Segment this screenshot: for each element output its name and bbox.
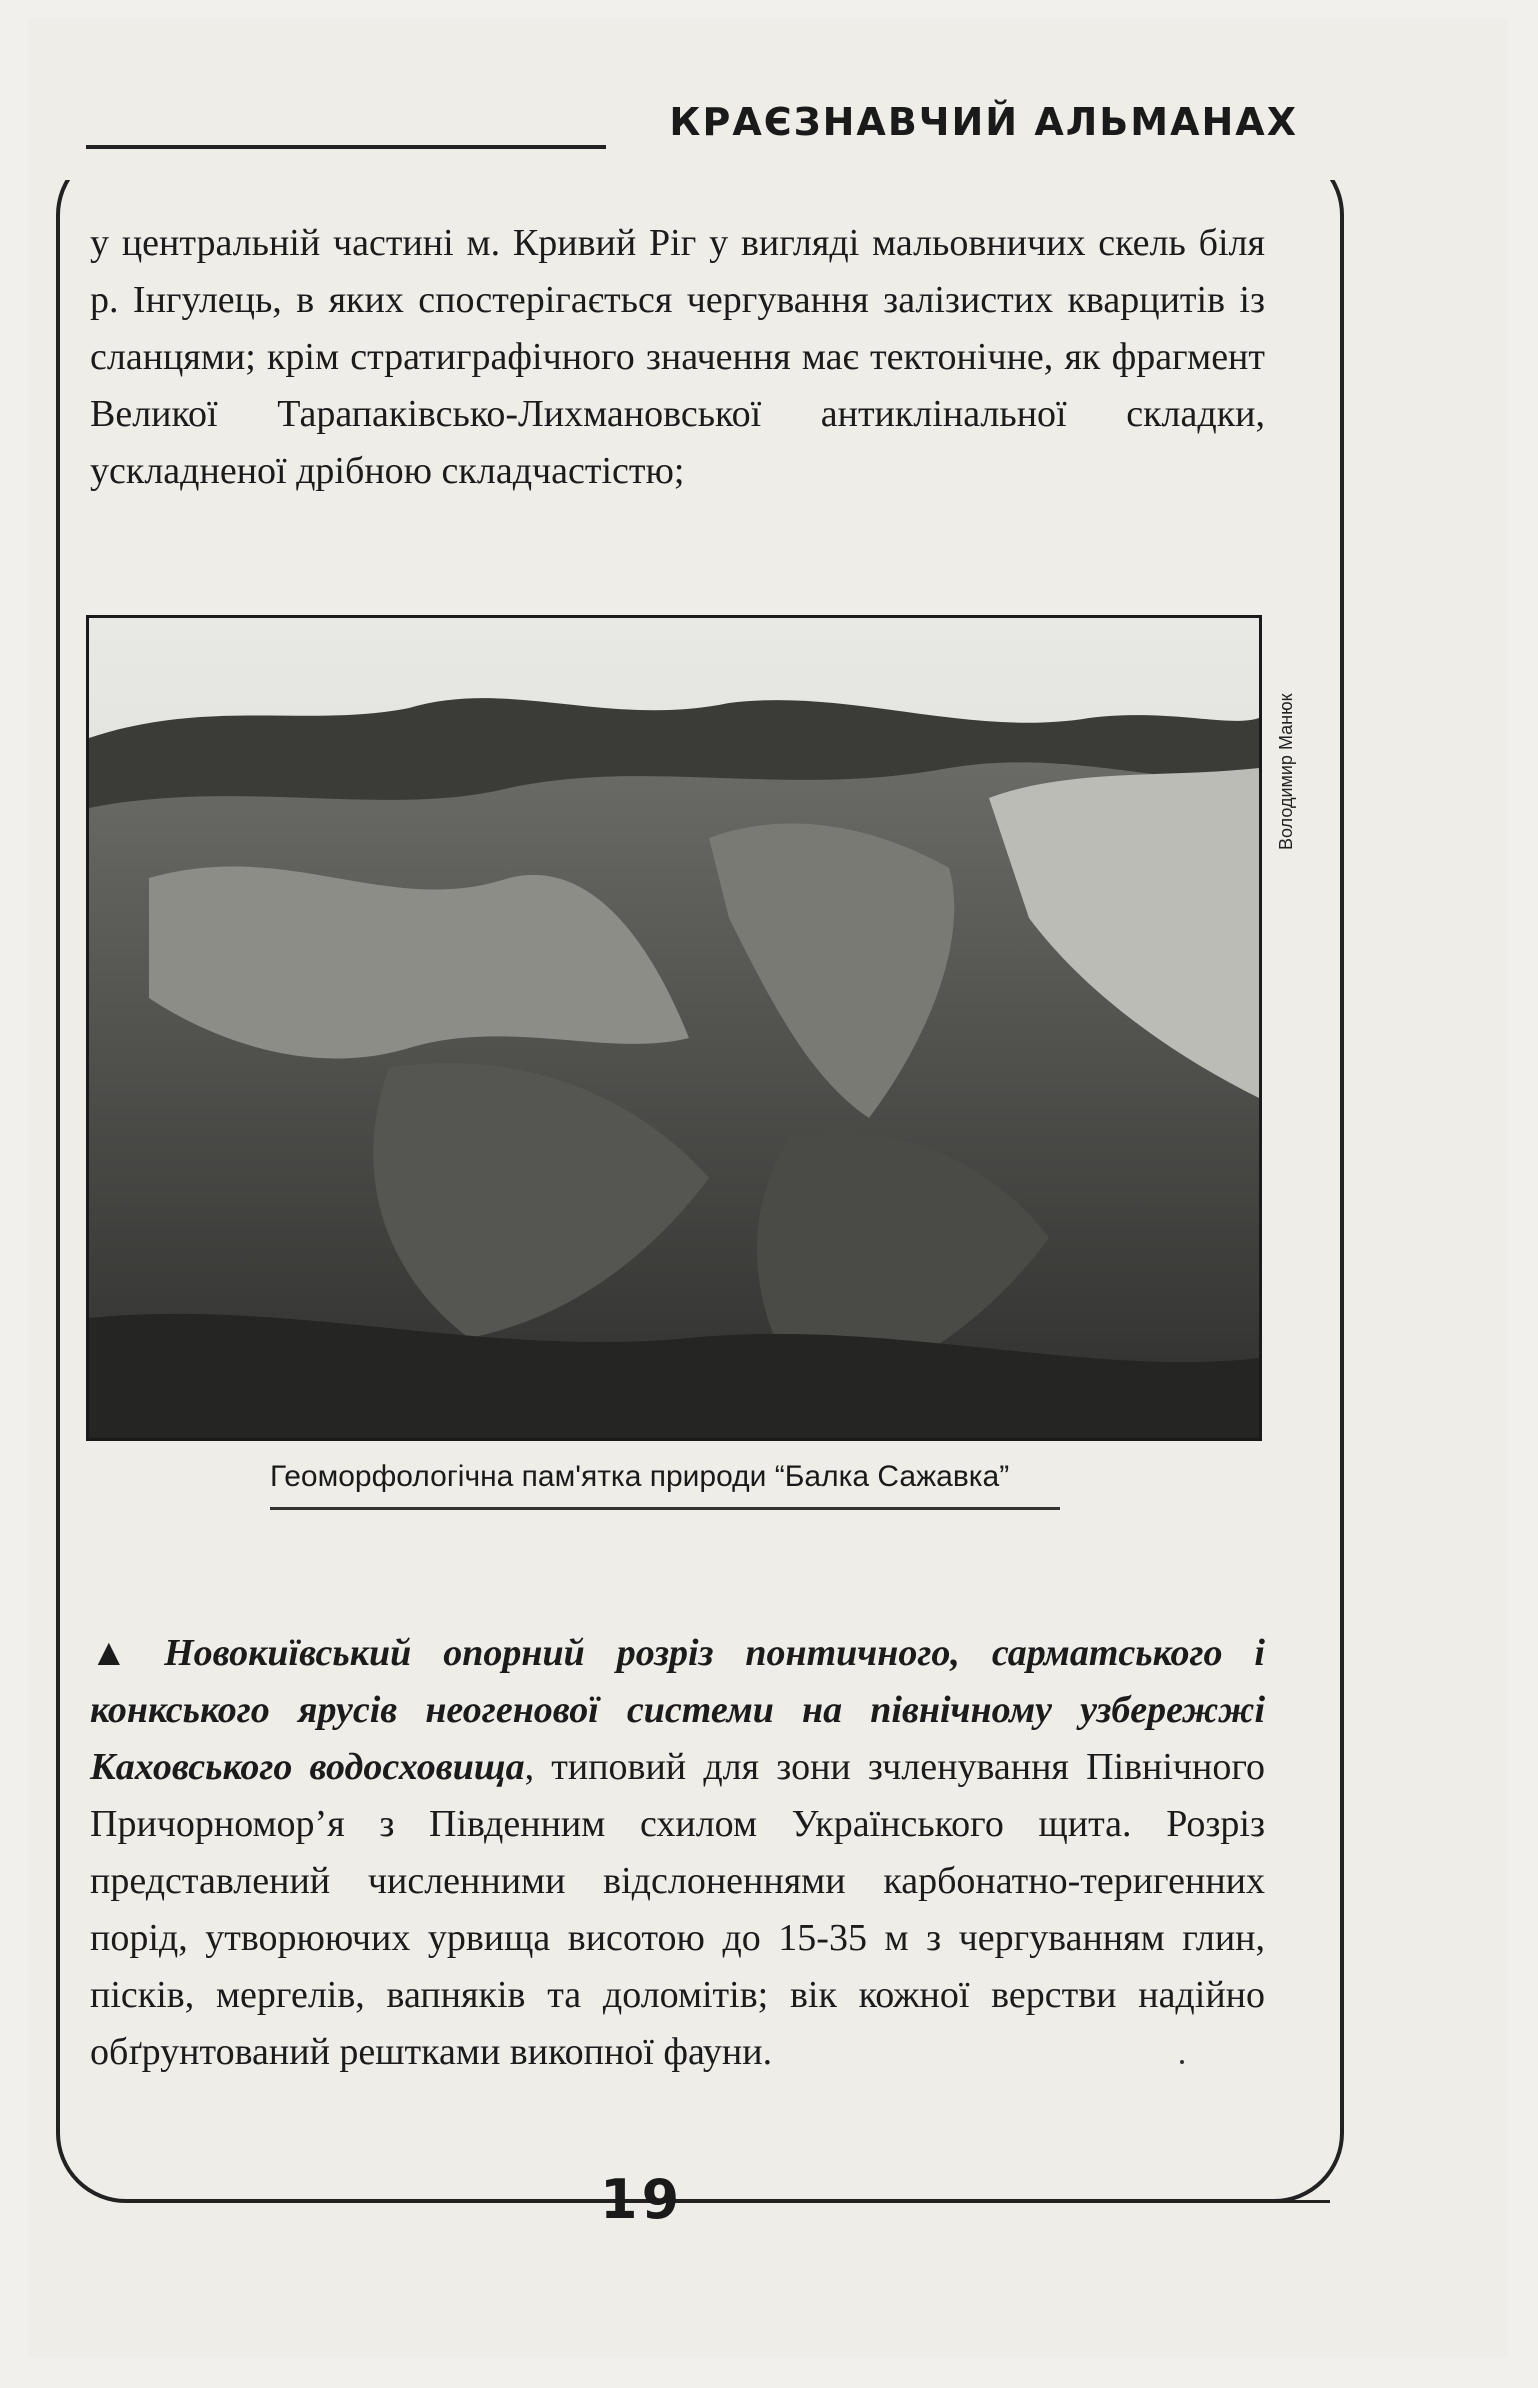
ink-speck [1180, 2060, 1184, 2064]
ravine-illustration [89, 618, 1259, 1438]
page-number: 19 [600, 2168, 684, 2231]
triangle-marker-icon: ▲ [90, 1632, 151, 1674]
paragraph-2 [90, 1625, 1265, 2081]
photo-credit: Володимир Манюк [1276, 693, 1296, 850]
header-rule [86, 145, 606, 149]
footer-rule-left [290, 2200, 590, 2203]
paragraph-1: у центральній частині м. Кривий Ріг у вигляді мальовничих скель біля р. Інгулець, в яких спостерігається чергування залізистих кварцитів із сланцями; крім стратиграфічного значення має тектонічне, як фрагмент Великої Тарапаківсько-Лихмановської антиклінальної складки, ускладненої дрібною складчастістю; [90, 222, 1265, 492]
footer-rule-right [770, 2200, 1330, 2203]
caption-rule [270, 1507, 1060, 1510]
paragraph-2-text: , типовий для зони зчленування Північного Причорномор’я з Південним схилом Українського щита. Розріз представлений численними відслоненнями карбонатно-теригенних порід, утворюючих урвища висотою до 15-35 м з чергуванням глин, пісків, мергелів, вапняків та доломітів; вік кожної верстви надійно обґрунтований рештками викопної фауни. [90, 1746, 1265, 2073]
section-title: Новокиївський опорний розріз понтичного, сарматського і конкського ярусів неогенової системи на північному узбережжі Каховського водосховища [90, 1632, 1265, 1788]
running-header-title: КРАЄЗНАВЧИЙ АЛЬМАНАХ [659, 100, 1308, 144]
photo-caption: Геоморфологічна пам'ятка природи “Балка Сажавка” [270, 1460, 1010, 1493]
landscape-photo [86, 615, 1262, 1441]
